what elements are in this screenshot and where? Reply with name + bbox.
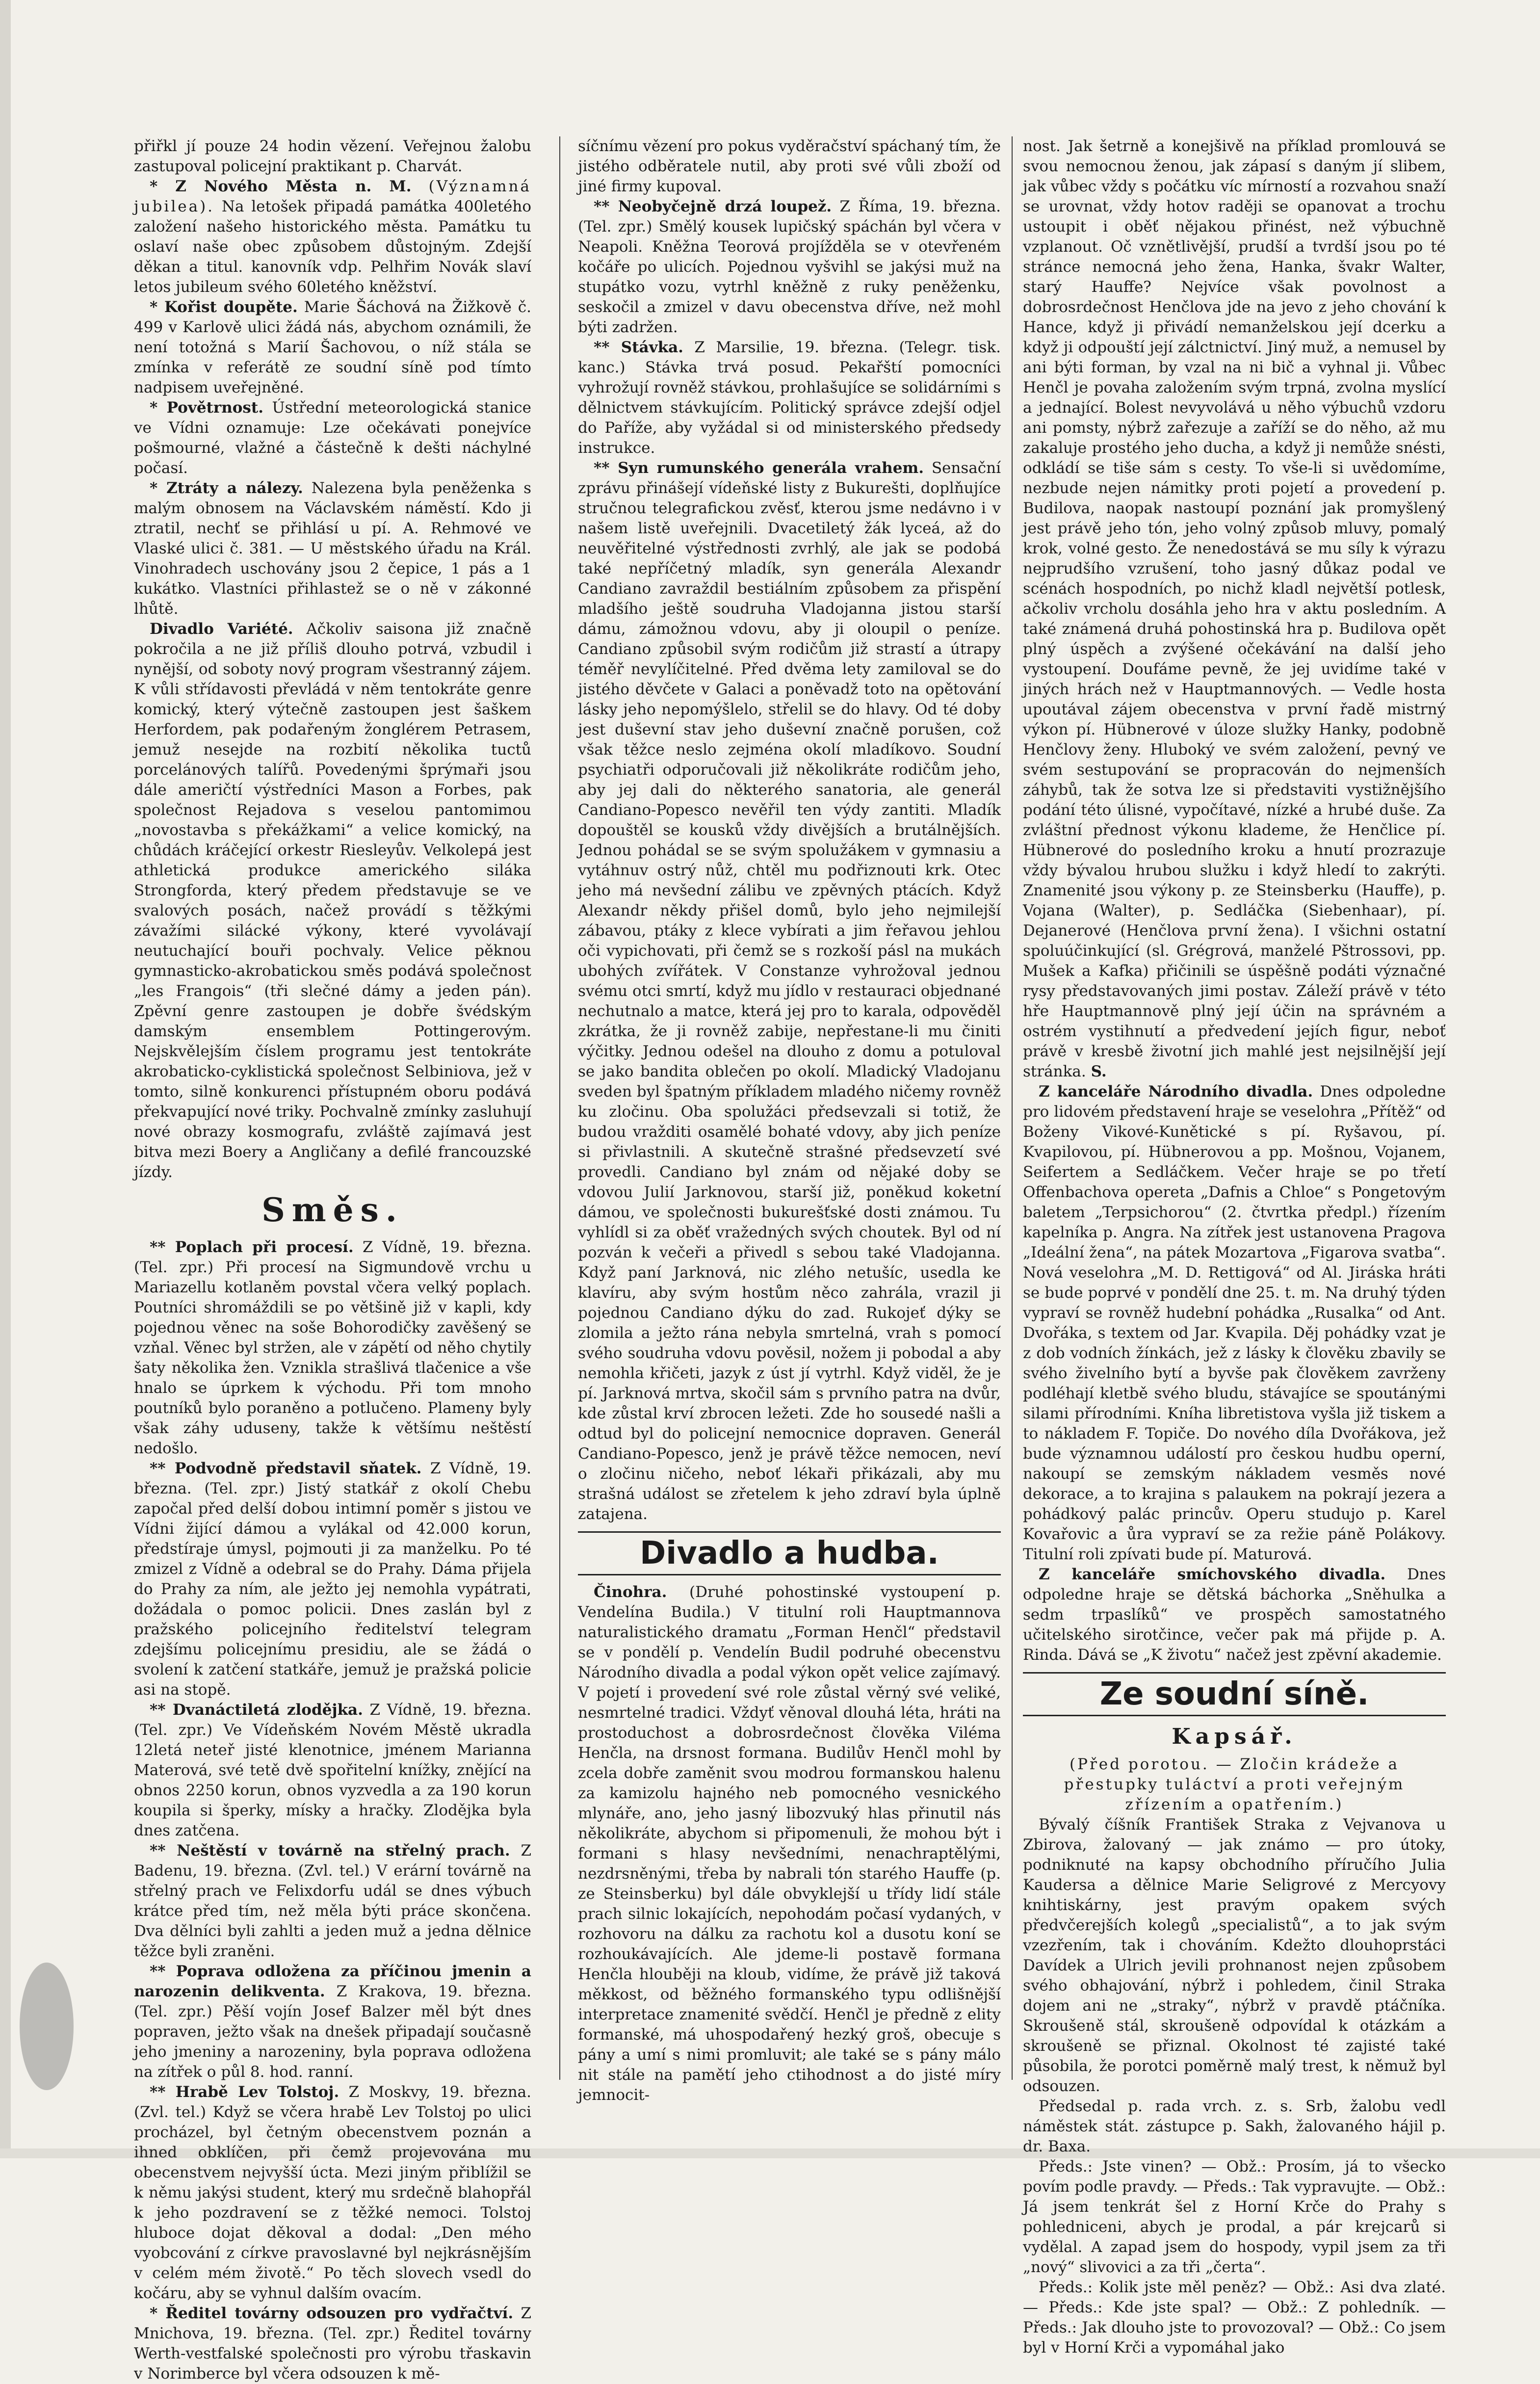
news-item: * Povětrnost. Ústřední meteorologická stanice ve Vídni oznamuje: Lze očekávati ponejvíce pošmourné, vlažné a částečně k dešti náchylné počasí. (134, 399, 531, 477)
news-item: ** Neobyčejně drzá loupež. Z Říma, 19. března. (Tel. zpr.) Smělý kousek lupičský spáchán byl včera v Neapoli. Kněžna Teorová projížděla se v otevřeném kočáře po ulicích. Pojednou vyšvihl se jakýsi muž na stupátko vozu, vytrhl kněžně z ruky peněženku, seskočil a zmizel v davu obecenstva dříve, než mohl býti zadržen. (578, 198, 1001, 336)
item-headline: ** Poprava odložena za příčinou jmenin a narozenin delikventa. (134, 1963, 531, 2000)
scan-edge-left (0, 0, 11, 2158)
news-item: Z kanceláře Národního divadla. Dnes odpoledne pro lidovém představení hraje se veselohra „Přítěž“ od Boženy Vikové-Kunětické s pí. Ryšavou, pí. Kvapilovou, pí. Hübnerovou a pp. Mošnou, Vojanem, Seifertem a Sedláčkem. Večer hraje se po třetí Offenbachova opereta „Dafnis a Chloe“ s Pongetovým baletem „Terpsichorou“ (2. čtvrtka předpl.) řízením kapelníka p. Angra. Na zítřek jest ustanovena Pragova „Ideální žena“, na pátek Mozartova „Figarova svatba“. Nová veselohra „M. D. Rettigová“ od Al. Jiráska hráti se bude poprvé v pondělí dne 25. t. m. Na druhý týden vypraví se rovněž hudební pohádka „Rusalka“ od Ant. Dvořáka, s textem od Jar. Kvapila. Děj pohádky vzat je z dob vodních žínkách, jež z lásky k člověku zbavily se svého živelního bytí a byvše pak člověkem zavrženy podléhají kletbě svého bludu, stávajíce se spoutánými silami přírodními. Kníha libretistova vyšla již tiskem a to nákladem F. Topiče. Do nového díla Dvořákova, jež bude významnou událostí pro českou hudbu operní, nakoupí se zemským nákladem vesměs nové dekorace, a to krajina s palaukem na pokrají jezera a pohádkový palác princův. Operu studujo p. Karel Kovařovic a ůra vypraví se za režie páně Polákovy. Titulní roli zpívati bude pí. Maturová. (1023, 1083, 1446, 1563)
item-headline: * Kořist doupěte. (150, 298, 298, 316)
section-heading-smes: Směs. (261, 1191, 404, 1229)
item-headline: Činohra. (594, 1583, 667, 1601)
item-headline: ** Poplach při procesí. (150, 1238, 354, 1256)
item-headline: ** Neobyčejně drzá loupež. (594, 198, 832, 215)
news-item: ** Stávka. Z Marsilie, 19. března. (Telegr. tisk. kanc.) Stávka trvá posud. Pekařští pomocníci vyhrožují rovněž stávkou, prohlašujíce se solidárními s dělnictvem stávkujícím. Politický správce zdejší odjel do Paříže, aby vyžádal si od ministerského předsedy instrukce. (578, 339, 1001, 457)
news-item: * Z Nového Města n. M. (Významná jubilea). Na letošek připadá památka 400letého založení našeho historického města. Památku tu oslaví naše obec způsobem důstojným. Zdejší děkan a titul. kanovník vdp. Pelhřim Novák slaví letos jubileum svého 60letého kněžství. (134, 178, 532, 296)
paragraph: přiřkl jí pouze 24 hodin vězení. Veřejnou žalobu zastupoval policejní praktikant p. Charvát. (134, 137, 531, 175)
section-heading-soud: Ze soudní síně. (1023, 1672, 1446, 1716)
news-item: Divadlo Variété. Ačkoliv saisona již značně pokročila a ne již příliš dlouho potrvá, vzbudil i nynější, od soboty nový program všestranný zájem. K vůli střídavosti převládá v něm tentokráte genre komický, který výtečně zastoupen jest šaškem Herfordem, pak podařeným žonglérem Petrasem, jemuž nesejde na rozbití několika tuctů porcelánových talířů. Povedenými šprýmaři jsou dále američtí výstředníci Mason a Forbes, pak společnost Rejadova s veselou pantomimou „novostavba s překážkami“ a velice komický, na chůdách kráčející orkestr Riesleyův. Velkolepá jest athletická produkce amerického siláka Strongforda, který předem představuje se ve svalových posách, načež provádí s těžkými závažími silácké výkony, které vyvolávají neutuchající bouři pochvaly. Velice pěknou gymnasticko-akrobatickou směs podává společnost „les Frangois“ (tři slečné dámy a jeden pán). Zpěvní genre zastoupen je dobře švédským damským ensemblem Pottingerovým. Nejskvělejším číslem programu jest tentokráte akrobaticko-cyklistická společnost Selbiniova, jež v tomto, silně konkurenci přístupném oboru podává překvapující nové triky. Pochvalně zmínky zasluhují nové obrazy kosmografu, zvláště zajímavá jest bitva mezi Boery a Angličany a defilé francouzské jízdy. (134, 620, 531, 1181)
article-title-kapsar: Kapsář. (1172, 1724, 1297, 1749)
item-headline: Z kanceláře smíchovského divadla. (1039, 1566, 1386, 1583)
item-headline: ** Stávka. (594, 339, 683, 356)
item-headline: ** Neštěstí v továrně na střelný prach. (150, 1842, 510, 1860)
news-item: ** Dvanáctiletá zlodějka. Z Vídně, 19. března. (Tel. zpr.) Ve Vídeňském Novém Městě ukradla 12letá neteř jisté klenotnice, jménem Marianna Materová, své tetě dvě spořitelní knížky, znějící na obnos 2250 korun, obnos vyzvedla a za 190 korun koupila si šperky, mísky a hračky. Zlodějka byla dnes zatčena. (134, 1701, 531, 1839)
article-intro: (Před porotou. — Zločin krádeže a přestupky tuláctví a proti veřejným zřízením a opatřením.) (1064, 1755, 1405, 1813)
item-headline: ** Syn rumunského generála vrahem. (594, 459, 924, 477)
section-heading-divadlo: Divadlo a hudba. (578, 1531, 1001, 1575)
column-1 (134, 136, 532, 2383)
item-headline: * Z Nového Města n. M. (150, 178, 412, 195)
news-item: ** Syn rumunského generála vrahem. Sensační zprávu přinášejí vídeňské listy z Bukurešti, doplňujíce stručnou telegrafickou zvěsť, kterou jsme nedávno i v našem listě uveřejnili. Dvacetiletý žák lyceá, až do neuvěřitelné výstřednosti zvrhlý, ale jak se podobá také nepříčetný mladík, syn generála Alexandr Candiano zavraždil bestiálním způsobem za přispění mladšího ještě soudruha Vladojanna jistou starší dámu, zámožnou vdovu, aby ji oloupil o peníze. Candiano způsobil svým rodičům již strastí a útrapy téměř nevylíčitelné. Před dvěma lety zamiloval se do jistého děvčete v Galaci a poněvadž toto na opětování lásky jeho nepomýšlelo, střelil se do hlavy. Od té doby jest duševní stav jeho duševní značně porušen, což však těžce neslo zejména okolí mladíkovo. Soudní psychiatři odporučovali již několikráte rodičům jeho, aby jej dali do některého sanatoria, ale generál Candiano-Popesco nevěřil ten výdy zantiti. Mladík dopouštěl se kousků vždy divějších a brutálnějších. Jednou pohádal se se svým spolužákem v gymnasiu a vytáhnuv ostrý nůž, chtěl mu podřiznouti krk. Otec jeho má nevšední zálibu ve zpěvných ptácích. Když Alexandr někdy přišel domů, bylo jeho nejmilejší zábavou, ptáky z klece vybírati a jim řeřavou jehlou oči vypichovati, při čemž se s rozkoší pásl na mukách ubohých zvířátek. V Constanze vyhrožoval jednou svému otci smrtí, když mu jídlo v restauraci objednané nechutnalo a matce, která jej pro to karala, odpověděl zkrátka, že ji rovněž zabije, nepřestane-li mu činiti výčitky. Jednou odešel na dlouho z domu a potuloval se jako bandita oblečen po okolí. Mladický Vladojanu sveden byl špatným příkladem mladého ničemy rovněž ku zločinu. Oba spolužáci předsevzali si totiž, že budou vražditi osamělé bohaté vdovy, aby jich peníze si přivlastnili. A skutečně strašné předsevzetí své provedli. Candiano byl znám od nějaké doby se vdovou Julií Jarknovou, starší již, poněkud koketní dámou, ve společnosti bukurešťské dosti známou. Tu vyhlídl si za oběť vražedných svých choutek. Byl od ní pozván k večeři a přivedl s sebou také Vladojanna. Když paní Jarknová, nic zlého netušíc, usedla ke klavíru, aby svým hostům něco zahrála, vrazil ji pojednou Candiano dýku do zad. Rukojeť dýky se zlomila a ježto rána nebyla smrtelná, vrah s pomocí svého soudruha vdovu pověsil, nožem ji pobodal a aby nemohla křičeti, jazyk z úst jí vytrhl. Když viděl, že je pí. Jarknová mrtva, skočil sám s prvního patra na dvůr, kde zůstal krví zbrocen ležeti. Zde ho sousedé našli a odtud byl do policejní nemocnice dopraven. Generál Candiano-Popesco, jenž je právě těžce nemocen, neví o zločinu ničeho, neboť lékaři přikázali, aby mu strašná událost se zřetelem k jeho zdraví byla úplně zatajena. (578, 459, 1001, 1523)
column-rule-1 (559, 136, 560, 2080)
item-headline: Z kanceláře Národního divadla. (1039, 1083, 1313, 1100)
news-item: ** Podvodně představil sňatek. Z Vídně, 19. března. (Tel. zpr.) Jistý statkář z okolí Chebu započal před delší dobou intimní poměr s jistou ve Vídni žijící dámou a vylákal od 42.000 korun, předstíraje úmysl, pojmouti ji za manželku. Po té zmizel z Vídně a odebral se do Prahy. Dáma přijela do Prahy za ním, ale ježto jej nemohla vypátrati, dožádala o pomoc policii. Dnes zaslán byl z pražského policejního ředitelství telegram zdejšímu policejnímu presidiu, ale se žádá o svolení k zatčení statkáře, jemuž je pražská policie asi na stopě. (134, 1460, 532, 1699)
column-rule-2 (1012, 136, 1013, 2080)
item-headline: ** Podvodně představil sňatek. (150, 1460, 422, 1477)
item-headline: * Ředitel továrny odsouzen pro vydřačtví. (150, 2305, 514, 2322)
item-headline: ** Hrabě Lev Tolstoj. (150, 2083, 339, 2101)
paragraph: Předs.: Jste vinen? — Obž.: Prosím, já to všecko povím podle pravdy. — Předs.: Tak vypravujte. — Obž.: Já jsem tenkrát šel z Horní Krče do Prahy s pohledniceni, abych je prodal, a pár krejcarů si vydělal. A zapad jsem do hospody, vypil jsem za tři „nový“ slivovici a za tři „čerta“. (1023, 2158, 1446, 2276)
item-headline: * Ztráty a nálezy. (150, 479, 303, 497)
item-subheadline: (Významná jubilea). (134, 178, 531, 215)
news-item: ** Hrabě Lev Tolstoj. Z Moskvy, 19. března. (Zvl. tel.) Když se včera hrabě Lev Tolstoj po ulici procházel, byl četným obecenstvem poznán a ihned obklíčen, při čemž projevována mu obecenstvem nejvyšší úcta. Mezi jiným přiblížil se k němu jakýsi student, který mu srdečně blahopřál k jeho pozdravení se z těžké nemoci. Tolstoj hluboce dojat děkoval a dodal: „Den mého vyobcování z církve pravoslavné byl nejkrásnějším v celém mém životě.“ Po těch slovech vsedl do kočáru, aby se vyhnul dalším ovacím. (134, 2083, 532, 2302)
scan-stain (20, 1963, 74, 2090)
item-headline: Divadlo Variété. (150, 620, 293, 638)
paragraph: nost. Jak šetrně a konejšivě na příklad promlouvá se svou nemocnou ženou, jak zápasí s daným jí slibem, jak vůbec vždy s počátku víc mírností a rozvahou snaží se urovnat, vždy hotov raději se opanovat a trochu ustoupit i oběť nějakou přinést, než výbuchně vzplanout. Oč vznětlivější, prudší a tvrdší jsou po té stránce nemocná jeho žena, Hanka, švakr Walter, starý Hauffe? Nejvíce však povolnost a dobrosrdečnost Henčlova jde na jevo z jeho chování k Hance, když ji přivádí nemanželskou její dcerku a když ji odpouští její zálctnictví. Jiný muž, a nemusel by ani býti forman, by vzal na ni bič a vyhnal ji. Vůbec Henčl je povaha založením svým trpná, zvolna myslící a jednající. Bolest nevyvolává u něho výbuchů vzdoru ani pomsty, nýbrž zařezuje a zaříží se do něho, až mu zakaluje prostého jeho ducha, a když ji nemůže snésti, odkládí se tiše sám s cesty. To vše-li si uvědomíme, nezbude nejen námitky proti pojetí a provedení p. Budilova, naopak nastoupí poznání jak promyšlený jest právě jeho tón, jeho volný způsob mluvy, pomalý krok, volné gesto. Že nenedostává se mu síly k výrazu nejprudšího vzrušení, toho jasný důkaz podal ve scénách hospodních, po nichž kladl největší potlesk, ačkoliv vrcholu dosáhla jeho hra v aktu posledním. A také známená druhá pohostinská hra p. Budilova opět plný úspěch a zvýšené očekávání na další jeho vystoupení. Doufáme pevně, že jej uvidíme také v jiných hrách než v Hauptmannových. — Vedle hosta upoutával zájem obecenstva v první řadě mistrný výkon pí. Hübnerové v úloze služky Hanky, podobně Henčlovy ženy. Hluboký ve svém založení, pevný ve svém sestupování se propracován do nejmenších záhybů, tak že sotva lze si představiti vystižnějšího podání této úlisné, vypočítavé, nízké a hrubé duše. Za zvláštní přednost výkonu klademe, že Henčlice pí. Hübnerové do posledního kroku a hnutí prozrazuje vždy bývalou hrubou služku i když hledí to zakrýti. Znamenité jsou výkony p. ze Steinsberku (Hauffe), p. Vojana (Walter), p. Sedláčka (Siebenhaar), pí. Dejanerové (Henčlova první žena). I všichni ostatní spoluúčinkující (sl. Grégrová, manželé Pštrossovi, pp. Mušek a Kafka) přičinili se úspěšně podáti význačné rysy představovaných jimi postav. Záleží právě v této hře Hauptmannově plný její účin na správném a ostrém vystihnutí a předvedení jejích figur, neboť právě v kresbě životní jich mahlé jest nejsilnější její stránka. S. (1023, 137, 1446, 1080)
author-signature: S. (1091, 1063, 1107, 1080)
news-item: ** Poplach při procesí. Z Vídně, 19. března. (Tel. zpr.) Při procesí na Sigmundově vrchu u Mariazellu kotlaněm povstal včera velký poplach. Poutníci shromáždili se po většině již v kapli, kdy pojednou věnec na soše Bohorodičky zavěšený se vzňal. Věnec byl stržen, ale v zápětí od něho chytily šaty několika žen. Vznikla strašlivá tlačenice a vše hnalo se úprkem k východu. Při tom mnoho poutníků bylo poraněno a potlučeno. Plameny byly však záhy uduseny, takže k většímu neštěstí nedošlo. (134, 1238, 532, 1457)
column-2 (578, 136, 1001, 2104)
column-3 (1023, 136, 1446, 2357)
paragraph: síčnímu vězení pro pokus vyděračství spáchaný tím, že jistého odběratele nutil, aby proti své vůli zboží od jiné firmy kupoval. (578, 137, 1001, 195)
paragraph: Předs.: Kolik jste měl peněz? — Obž.: Asi dva zlaté. — Předs.: Kde jste spal? — Obž.: Z pohledník. — Předs.: Jak dlouho jste to provozoval? — Obž.: Co jsem byl v Horní Krči a vypomáhal jako (1023, 2279, 1446, 2357)
news-item: Z kanceláře smíchovského divadla. Dnes odpoledne hraje se dětská báchorka „Sněhulka a sedm trpaslíků“ ve prospěch samostatného učitelského sirotčince, večer pak má přijde p. A. Rinda. Dává se „K životu“ načež jest zpěvní akademie. (1023, 1566, 1446, 1664)
news-item: Činohra. (Druhé pohostinské vystoupení p. Vendelína Budila.) V titulní roli Hauptmannova naturalistického dramatu „Forman Henčl“ představil se v pondělí p. Vendelín Budil podruhé obecenstvu Národního divadla a podal výkon opět velice zajímavý. V pojetí i provedení své role zůstal věrný své veliké, nesmrtelné tradici. Vždyť věnoval dlouhá léta, hráti na prostoduchost a dobrosrdečnost člověka Viléma Henčla, na drsnost formana. Budilův Henčl mohl by zcela dobře zaměnit svou modrou formanskou halenu za kamizolu hajného neb pomocného vesnického mlynáře, ano, jeho jasný libozvuký hlas přinutil nás několikráte, abychom si připomenuli, že mohou být i formani s hlasy nevšedními, nenachraptělými, nezdrsněnými, třeba by nabrali tón starého Hauffe (p. ze Steinsberku) byl dále obvyklejší u třídy lidí stále prach silnic lokajících, nepohodám počasí vydaných, v rozhovoru na dálku za rachotu kol a dusotu koní se rozhoukávajících. Ale jdeme-li postavě formana Henčla hlouběji na kloub, vidíme, že právě již taková měkkost, od běžného formanského typu odlišnější interpretace znamenité svědčí. Henčl je předně z elity formanské, má uhospodařený hezký groš, obecuje s pány a umí s nimi promluvit; ale také se s pány málo nit stále na pamětí jeho ctihodnost a do jisté míry jemnocit- (578, 1583, 1001, 2104)
news-item: * Kořist doupěte. Marie Šáchová na Žižkově č. 499 v Karlově ulici žádá nás, abychom oznámili, že není totožná s Marií Šachovou, o níž stála se zmínka v referátě ze soudní síně pod tímto nadpisem uveřejněné. (134, 298, 531, 396)
item-headline: ** Dvanáctiletá zlodějka. (150, 1701, 363, 1719)
news-item: * Ztráty a nálezy. Nalezena byla peněženka s malým obnosem na Václavském náměstí. Kdo ji ztratil, nechť se přihlásí u pí. A. Rehmové ve Vlaské ulici č. 381. — U městského úřadu na Král. Vinohradech uschovány jsou 2 čepice, 1 pás a 1 kukátko. Vlastníci přihlastež se o ně v zákonné lhůtě. (134, 479, 531, 618)
news-item: * Ředitel továrny odsouzen pro vydřačtví. Z Mnichova, 19. března. (Tel. zpr.) Ředitel továrny Werth-vestfalské společnosti pro výrobu třaskavin v Norimberce byl včera odsouzen k mě- (134, 2305, 531, 2383)
paragraph: Bývalý číšník František Straka z Vejvanova u Zbirova, žalovaný — jak známo — pro útoky, podniknuté na kapsy obchodního příručího Julia Kaudersa a dělnice Marie Seligrové z Mercyovy knihtiskárny, jest pravým opakem svých předvčerejších kolegů „specialistů“, a to jak svým vzezřením, tak i chováním. Kdežto dlouhoprstáci Davídek a Ulrich jevili prohnanost nejen způsobem svého obhajování, nýbrž i pohledem, činil Straka dojem ani ne „straky“, nýbrž v pravdě ptáčníka. Skroušeně stál, skroušeně odpovídal k otázkám a skroušeně se přiznal. Okolnost té zajisté také působila, že porotci poměrně malý trest, k němuž byl odsouzen. (1023, 1816, 1446, 2095)
news-item: ** Poprava odložena za příčinou jmenin a narozenin delikventa. Z Krakova, 19. března. (Tel. zpr.) Pěší vojín Josef Balzer měl být dnes popraven, ježto však na dnešek připadají současně jeho jmeniny a narozeniny, byla poprava odložena na zítřek o půl 8. hod. ranní. (134, 1963, 532, 2081)
news-item: ** Neštěstí v továrně na střelný prach. Z Badenu, 19. března. (Zvl. tel.) V erární továrně na střelný prach ve Felixdorfu udál se dnes výbuch krátce před tím, než měla býti práce skončena. Dva dělníci byli zahlti a jeden muž a jedna dělnice těžce byli zraněni. (134, 1842, 531, 1960)
item-headline: * Povětrnost. (150, 399, 263, 417)
paragraph: Předsedal p. rada vrch. z. s. Srb, žalobu vedl náměstek stát. zástupce p. Sakh, žalovaného hájil p. dr. Baxa. (1023, 2097, 1446, 2155)
